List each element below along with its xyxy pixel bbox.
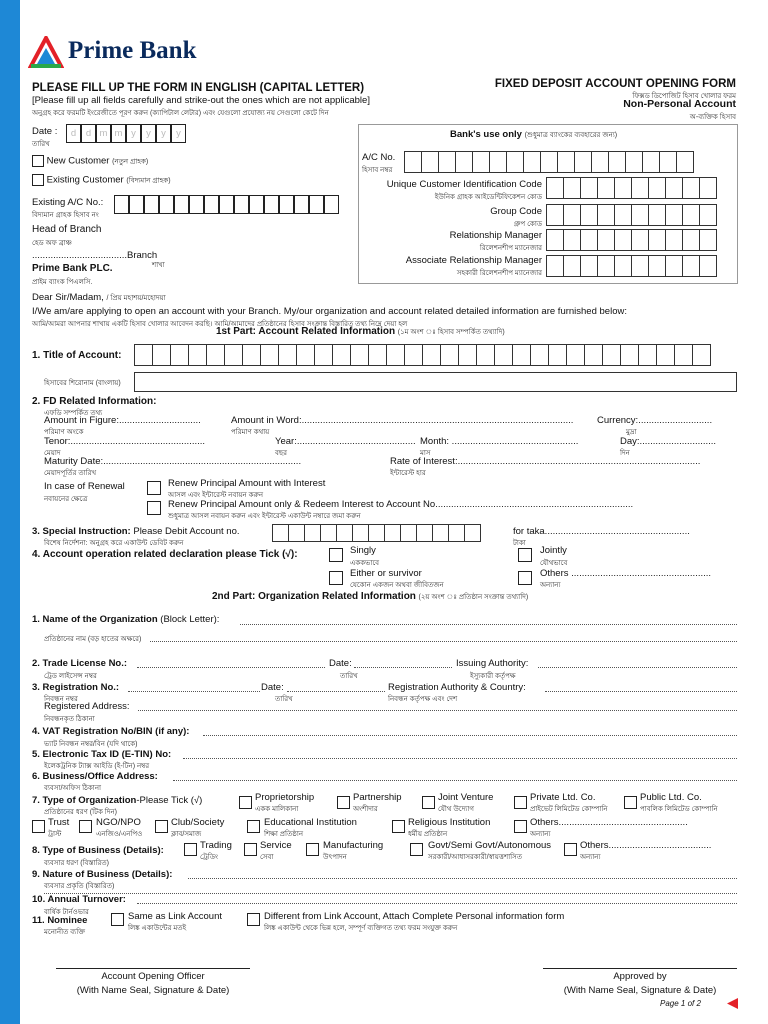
partnership-checkbox[interactable] <box>337 796 350 809</box>
page-number: Page 1 of 2 <box>660 999 701 1008</box>
org-name-label <box>32 614 219 625</box>
interest-rate-bangla: ইন্টারেস্ট হার <box>390 470 426 477</box>
org-name-label-extra: (Block Letter): <box>160 614 220 625</box>
officer-subtitle: (With Name Seal, Signature & Date) <box>76 985 230 996</box>
date-digit[interactable]: d <box>81 124 96 143</box>
maturity-date-bangla: মেয়াদপূর্তির তারিখ <box>44 470 97 477</box>
bank-name-logo: Prime Bank <box>68 37 197 64</box>
ac-no-bangla: হিসাব নম্বর <box>362 167 393 174</box>
part1-title: 1st Part: Account Related Information <box>216 326 396 337</box>
form-title: FIXED DEPOSIT ACCOUNT OPENING FORM <box>494 78 736 90</box>
special-instruction-label: 3. Special Instruction: <box>32 526 131 537</box>
approver-signature-line[interactable] <box>543 968 737 969</box>
existing-customer-bangla: (বিদ্যমান গ্রাহক) <box>126 177 171 185</box>
govt-bangla: সরকারী/আধাসরকারী/স্বায়ত্তশাসিত <box>428 854 522 861</box>
rm-input[interactable] <box>546 229 716 251</box>
etin-label: 5. Electronic Tax ID (E-TIN) No: <box>32 749 172 760</box>
renew-interest-bangla: আসল এবং ইন্টারেস্ট নবায়ন করুন <box>168 492 264 499</box>
trust-checkbox[interactable] <box>32 820 45 833</box>
trade-license-date-bangla: তারিখ <box>340 673 358 680</box>
business-nature-bangla: ব্যবসার প্রকৃতি (বিস্তারিত) <box>44 883 115 890</box>
govt-checkbox[interactable] <box>410 843 423 856</box>
registered-address-bangla: নিবন্ধনকৃত ঠিকানা <box>44 716 95 723</box>
org-type-label <box>32 795 202 806</box>
approver-subtitle: (With Name Seal, Signature & Date) <box>563 985 717 996</box>
arm-label: Associate Relationship Manager <box>405 255 542 266</box>
nominee-bangla: মনোনীত ব্যক্তি <box>44 929 86 936</box>
religious-bangla: ধর্মীয় প্রতিষ্ঠান <box>408 831 448 838</box>
proprietorship-label: Proprietorship <box>255 792 315 803</box>
public-ltd-label: Public Ltd. Co. <box>640 792 702 803</box>
service-label: Service <box>260 840 292 851</box>
prime-bank-logo-icon <box>28 36 64 75</box>
currency-bangla: মুদ্রা <box>626 429 637 436</box>
joint-venture-label: Joint Venture <box>438 792 494 803</box>
branch-bangla: শাখা <box>152 262 165 269</box>
tenor-bangla: মেয়াদ <box>44 450 61 457</box>
org-name-line-1[interactable] <box>240 624 737 625</box>
partnership-label: Partnership <box>353 792 402 803</box>
nominee-same-checkbox[interactable] <box>111 913 124 926</box>
service-checkbox[interactable] <box>244 843 257 856</box>
business-nature-label: 9. Nature of Business (Details): <box>32 869 173 880</box>
biz-others-field[interactable]: Others....................................... <box>580 840 712 851</box>
registration-date-bangla: তারিখ <box>275 696 293 703</box>
annual-turnover-line[interactable] <box>137 903 737 904</box>
day-field[interactable]: Day:............................. <box>620 436 717 447</box>
group-code-bangla: গ্রুপ কোড <box>513 221 542 228</box>
salutation <box>32 292 166 304</box>
currency-field[interactable]: Currency:............................ <box>597 415 713 426</box>
registration-authority-label: Registration Authority & Country: <box>388 682 526 693</box>
either-survivor-label: Either or survivor <box>350 568 422 579</box>
ngo-bangla: এনজিও/এনপিও <box>96 831 143 838</box>
jointly-checkbox[interactable] <box>518 548 532 562</box>
fd-info-bangla: এফডি সম্পর্কিত তথ্য <box>44 410 103 417</box>
renew-principal-checkbox[interactable] <box>147 501 161 515</box>
partnership-bangla: অংশীদার <box>353 806 378 813</box>
proprietorship-checkbox[interactable] <box>239 796 252 809</box>
new-customer-bangla: (নতুন গ্রাহক) <box>112 158 149 166</box>
part2-header <box>212 591 528 603</box>
instruction-subtitle: [Please fill up all fields carefully and strike-out the ones which are not applicable] <box>32 95 370 106</box>
arm-input[interactable] <box>546 255 716 277</box>
office-address-label: 6. Business/Office Address: <box>32 771 158 782</box>
office-address-line[interactable] <box>173 780 737 781</box>
title-of-account-label: 1. Title of Account: <box>32 350 122 361</box>
amount-word-field[interactable]: Amount in Word:....................................................................................................... <box>231 415 574 426</box>
club-label: Club/Society <box>171 817 225 828</box>
bank-use-title-bangla: (শুধুমাত্র ব্যাংকের ব্যবহারের জন্য) <box>524 132 618 139</box>
ac-no-label: A/C No. <box>362 152 396 163</box>
bank-use-title-text: Bank's use only <box>450 129 522 140</box>
renew-interest-checkbox[interactable] <box>147 481 161 495</box>
bank-use-title <box>450 129 617 141</box>
existing-customer-label: Existing Customer <box>46 174 124 186</box>
registration-line[interactable] <box>128 691 260 692</box>
group-code-input[interactable] <box>546 204 716 226</box>
ucic-input[interactable] <box>546 177 716 199</box>
registered-address-label: Registered Address: <box>44 701 130 712</box>
manufacturing-checkbox[interactable] <box>306 843 319 856</box>
intro-text: I/We am/are applying to open an account with your Branch. My/our organization and account related detailed information are furnished below: <box>32 306 627 317</box>
amount-figure-field[interactable]: Amount in Figure:............................... <box>44 415 201 426</box>
service-bangla: সেবা <box>260 854 274 861</box>
org-others-bangla: অন্যান্য <box>530 831 551 838</box>
private-ltd-label: Private Ltd. Co. <box>530 792 596 803</box>
biz-others-checkbox[interactable] <box>564 843 577 856</box>
vat-bangla: ভ্যাট নিবন্ধন নম্বর/বিন (যদি থাকে) <box>44 741 138 748</box>
nominee-different-label: Different from Link Account, Attach Complete Personal information form <box>264 911 565 922</box>
date-digit[interactable]: y <box>141 124 156 143</box>
annual-turnover-bangla: বার্ষিক টার্নওভার <box>44 909 89 916</box>
business-type-label: 8. Type of Business (Details): <box>32 845 164 856</box>
registration-authority-bangla: নিবন্ধন কর্তৃপক্ষ এবং দেশ <box>388 696 458 703</box>
new-customer-label: New Customer <box>46 155 110 167</box>
religious-checkbox[interactable] <box>392 820 405 833</box>
existing-ac-bangla: বিদ্যমান গ্রাহক হিসাব নং <box>32 212 99 219</box>
educational-label: Educational Institution <box>264 817 357 828</box>
issuing-authority-label: Issuing Authority: <box>456 658 529 669</box>
branch-field[interactable]: ....................................Branch <box>32 250 158 261</box>
intro-bangla: আমি/আমরা আপনার শাখায় একটি হিসাব খোলার আবেদন করছি। আমি/আমাদের প্রতিষ্ঠানের হিসাব সংক্রান্ত বিস্তারিত তথ্য নিম্নে দেয়া হল <box>32 321 408 328</box>
nominee-label: 11. Nominee <box>32 915 88 926</box>
business-nature-line[interactable] <box>188 878 737 879</box>
day-bangla: দিন <box>620 450 630 457</box>
joint-venture-checkbox[interactable] <box>422 796 435 809</box>
salutation-bangla: / প্রিয় মহাশয়/মহোদয়া <box>106 295 166 302</box>
taka-bangla: টাকা <box>513 540 526 547</box>
existing-customer-option[interactable] <box>32 174 171 187</box>
new-customer-checkbox[interactable] <box>32 155 44 167</box>
officer-title: Account Opening Officer <box>101 971 205 982</box>
interest-rate-field[interactable]: Rate of Interest:............................................................................................ <box>390 456 701 467</box>
registration-date-line[interactable] <box>287 691 385 692</box>
nominee-different-checkbox[interactable] <box>247 913 260 926</box>
private-ltd-bangla: প্রাইভেট লিমিটেড কোম্পানি <box>530 806 608 813</box>
bank-plc-bangla: প্রাইম ব্যাংক পিএলসি. <box>32 279 93 286</box>
govt-label: Govt/Semi Govt/Autonomous <box>428 840 552 851</box>
educational-checkbox[interactable] <box>247 820 260 833</box>
org-name-line-2[interactable] <box>150 641 737 642</box>
trading-label: Trading <box>200 840 232 851</box>
fd-info-label: 2. FD Related Information: <box>32 396 157 407</box>
org-name-label-text: 1. Name of the Organization <box>32 614 158 625</box>
proprietorship-bangla: একক মালিকানা <box>255 806 299 813</box>
special-instruction-bangla: বিশেষ নির্দেশনা: অনুগ্রহ করে একাউন্ট ডেবিট করুন <box>44 540 184 547</box>
officer-signature-line[interactable] <box>56 968 250 969</box>
ucic-bangla: ইউনিক গ্রাহক আইডেন্টিফিকেশন কোড <box>434 194 542 201</box>
office-address-bangla: ব্যবসা/অফিস ঠিকানা <box>44 785 102 792</box>
trade-license-line[interactable] <box>137 667 325 668</box>
debit-account-input[interactable] <box>272 524 480 542</box>
form-type-bangla: অ-ব্যক্তিক হিসাব <box>689 114 736 121</box>
special-instruction <box>32 526 240 537</box>
org-type-label-text: 7. Type of Organization <box>32 795 137 806</box>
nominee-same-bangla: লিঙ্ক একাউন্টের মতই <box>128 925 187 932</box>
title-of-account-input[interactable] <box>134 344 710 366</box>
title-bangla-input[interactable] <box>134 372 737 392</box>
etin-bangla: ইলেকট্রনিক ট্যাক্স আইডি (ই-টিন) নম্বর <box>44 763 150 770</box>
public-ltd-bangla: পাবলিক লিমিটেড কোম্পানি <box>640 806 718 813</box>
ngo-label: NGO/NPO <box>96 817 141 828</box>
registration-date-label: Date: <box>261 682 284 693</box>
page-arrow-icon <box>727 998 738 1012</box>
date-label-bangla: তারিখ <box>32 141 50 148</box>
trust-label: Trust <box>48 817 70 828</box>
org-type-bangla: প্রতিষ্ঠানের ধরণ (টিক দিন) <box>44 809 117 816</box>
approver-title: Approved by <box>613 971 667 982</box>
month-bangla: মাস <box>420 450 431 457</box>
trust-bangla: ট্রাস্ট <box>48 831 62 838</box>
club-bangla: ক্লাব/সমাজ <box>171 831 202 838</box>
salutation-text: Dear Sir/Madam, <box>32 292 104 303</box>
org-others-checkbox[interactable] <box>514 820 527 833</box>
year-field[interactable]: Year:............................................. <box>275 436 416 447</box>
renewal-label: In case of Renewal <box>44 481 125 492</box>
joint-venture-bangla: যৌথ উদ্যোগ <box>438 806 474 813</box>
special-instruction-text: Please Debit Account no. <box>133 526 240 537</box>
part2-bangla: (২য় অংশ ঃ প্রতিষ্ঠান সংক্রান্ত তথ্যাদি) <box>418 594 529 601</box>
head-of-branch: Head of Branch <box>32 224 102 235</box>
either-survivor-bangla: যেকোন একজন অথবা জীবিতজন <box>350 582 444 589</box>
trade-license-date-line[interactable] <box>354 667 452 668</box>
instruction-bangla: অনুগ্রহ করে ফরমটি ইংরেজীতে পূরণ করুন (ক্যাপিটাল লেটার) এবং যেগুলো প্রযোজ্য নয় সেগুলো কেটে দিন <box>32 110 329 117</box>
date-digit[interactable]: m <box>111 124 126 143</box>
issuing-authority-line[interactable] <box>538 667 737 668</box>
trade-license-label: 2. Trade License No.: <box>32 658 128 669</box>
jointly-label: Jointly <box>540 545 567 556</box>
title-bangla-label: হিসাবের শিরোনাম (বাংলায়) <box>44 380 121 387</box>
rm-bangla: রিলেশনশীপ ম্যানেজার <box>479 245 542 252</box>
year-bangla: বছর <box>275 450 287 457</box>
trade-license-date-label: Date: <box>329 658 352 669</box>
educational-bangla: শিক্ষা প্রতিষ্ঠান <box>264 831 304 838</box>
group-code-label: Group Code <box>490 206 542 217</box>
business-type-bangla: ব্যবসার ধরণ (বিস্তারিত) <box>44 860 109 867</box>
ac-no-input[interactable] <box>404 151 693 173</box>
new-customer-option[interactable] <box>32 155 148 168</box>
part2-title: 2nd Part: Organization Related Information <box>212 591 416 602</box>
annual-turnover-label: 10. Annual Turnover: <box>32 894 126 905</box>
existing-ac-input[interactable] <box>114 195 339 214</box>
vat-line[interactable] <box>203 735 737 736</box>
issuing-authority-bangla: ইস্যুকারী কর্তৃপক্ষ <box>470 673 516 680</box>
part1-header <box>216 326 505 338</box>
date-digit[interactable]: m <box>96 124 111 143</box>
etin-line[interactable] <box>183 758 737 759</box>
jointly-bangla: যৌথভাবে <box>540 560 568 567</box>
tenor-field[interactable]: Tenor:................................................... <box>44 436 206 447</box>
registration-label: 3. Registration No.: <box>32 682 120 693</box>
renew-principal-bangla: শুধুমাত্র আসল নবায়ন করুন এবং ইন্টারেস্ট একাউন্ট নম্বারে জমা করুন <box>168 513 361 520</box>
registration-authority-line[interactable] <box>545 691 737 692</box>
month-field[interactable]: Month: ................................................ <box>420 436 579 447</box>
date-digit[interactable]: d <box>66 124 81 143</box>
singly-checkbox[interactable] <box>329 548 343 562</box>
nominee-same-label: Same as Link Account <box>128 911 222 922</box>
maturity-date-field[interactable]: Maturity Date:........................................................................... <box>44 456 302 467</box>
singly-label: Singly <box>350 545 376 556</box>
manufacturing-label: Manufacturing <box>323 840 384 851</box>
instruction-title: PLEASE FILL UP THE FORM IN ENGLISH (CAPITAL LETTER) <box>32 82 365 94</box>
date-label: Date : <box>32 126 58 137</box>
renewal-bangla: নবায়নের ক্ষেত্রে <box>44 496 88 503</box>
trade-license-bangla: ট্রেড লাইসেন্স নম্বর <box>44 673 97 680</box>
religious-label: Religious Institution <box>408 817 491 828</box>
ucic-label: Unique Customer Identification Code <box>386 179 542 190</box>
registration-bangla: নিবন্ধন নম্বর <box>44 696 78 703</box>
operation-declaration-label: 4. Account operation related declaration please Tick (√): <box>32 549 298 560</box>
vat-label: 4. VAT Registration No/BIN (if any): <box>32 726 190 737</box>
others-checkbox[interactable] <box>518 571 532 585</box>
taka-field[interactable]: for taka....................................................... <box>513 526 690 537</box>
manufacturing-bangla: উৎপাদন <box>323 854 347 861</box>
form-title-bangla: ফিক্সড ডিপোজিট হিসাব খোলার ফরম <box>632 93 736 100</box>
existing-customer-checkbox[interactable] <box>32 174 44 186</box>
registered-address-line[interactable] <box>138 710 737 711</box>
others-bangla: অন্যান্য <box>540 582 561 589</box>
trading-bangla: ট্রেডিং <box>200 854 218 861</box>
nominee-different-bangla: লিঙ্ক একাউন্ট থেকে ভিন্ন হলে, সম্পূর্ণ ব্যক্তিগত তথ্য ফরম সংযুক্ত করুন <box>264 925 458 932</box>
club-checkbox[interactable] <box>155 820 168 833</box>
trading-checkbox[interactable] <box>184 843 197 856</box>
date-digit[interactable]: y <box>156 124 171 143</box>
head-of-branch-bangla: হেড অফ ব্রাঞ্চ <box>32 240 72 247</box>
amount-figure-bangla: পরিমাণ অংকে <box>44 429 84 436</box>
ngo-checkbox[interactable] <box>79 820 92 833</box>
biz-others-bangla: অন্যান্য <box>580 854 601 861</box>
private-ltd-checkbox[interactable] <box>514 796 527 809</box>
part1-bangla: (১ম অংশ ঃ হিসাব সম্পর্কিত তথ্যাদি) <box>397 329 505 336</box>
business-nature-line-2[interactable] <box>44 893 737 894</box>
date-digit[interactable]: y <box>126 124 141 143</box>
bank-plc: Prime Bank PLC. <box>32 263 113 274</box>
arm-bangla: সহকারী রিলেশনশীপ ম্যানেজার <box>456 270 542 277</box>
org-others-field[interactable]: Others................................................. <box>530 817 688 828</box>
singly-bangla: এককভাবে <box>350 560 380 567</box>
renew-interest-label: Renew Principal Amount with Interest <box>168 478 326 489</box>
org-name-bangla: প্রতিষ্ঠানের নাম (বড় হাতের অক্ষরে) <box>44 636 142 643</box>
left-accent-bar <box>0 0 20 1024</box>
date-field[interactable] <box>66 124 186 143</box>
org-type-tick: -Please Tick (√) <box>136 795 203 806</box>
date-digit[interactable]: y <box>171 124 186 143</box>
amount-word-bangla: পরিমাণ কথায় <box>231 429 270 436</box>
rm-label: Relationship Manager <box>449 230 542 241</box>
others-field[interactable]: Others ..................................................... <box>540 568 712 579</box>
public-ltd-checkbox[interactable] <box>624 796 637 809</box>
renew-principal-label: Renew Principal Amount only & Redeem Interest to Account No........................................................................... <box>168 499 634 510</box>
form-type: Non-Personal Account <box>623 98 736 110</box>
either-survivor-checkbox[interactable] <box>329 571 343 585</box>
existing-ac-label: Existing A/C No.: <box>32 197 104 208</box>
